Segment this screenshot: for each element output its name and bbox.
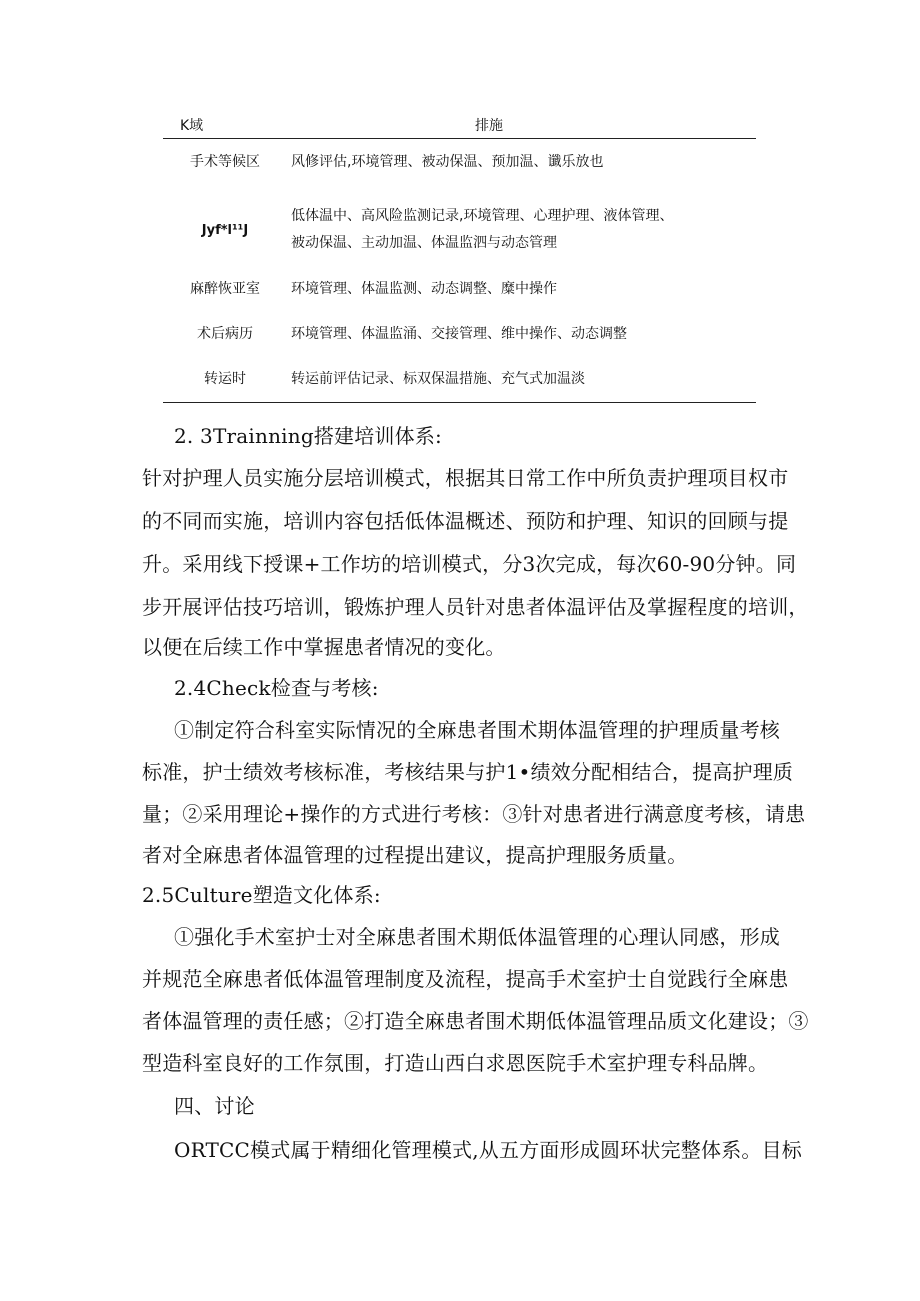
paragraph-line: 以便在后续工作中掌握患者情况的变化。 (142, 635, 506, 659)
paragraph-line: ①制定符合科室实际情况的全麻患者围术期体温管理的护理质量考核 (174, 718, 780, 742)
section-heading-discussion: 四、讨论 (174, 1094, 255, 1118)
paragraph-line: ORTCC模式属于精细化管理模式,从五方面形成圆环状完整体系。目标 (174, 1138, 803, 1162)
paragraph-line: 量；②采用理论+操作的方式进行考核：③针对患者进行满意度考核，请患 (142, 802, 806, 826)
table-header-area: K域 (180, 118, 204, 134)
paragraph-line: 针对护理人员实施分层培训模式，根据其日常工作中所负责护理项目权市 (142, 466, 789, 490)
table-row-measure: 环境管理、体温监测、动态调整、糜中操作 (291, 281, 557, 297)
table-row-area: Jyf*l¹¹J (201, 223, 249, 238)
table-row-measure: 被动保温、主动加温、体温监泗与动态管理 (291, 235, 557, 251)
table-row-measure: 环境管理、体温监涌、交接管理、维中操作、动态调整 (291, 326, 627, 342)
paragraph-line: 的不同而实施，培训内容包括低体温概述、预防和护理、知识的回顾与提 (142, 509, 789, 533)
table-row-area: 手术等候区 (190, 154, 260, 170)
paragraph-line: 型造科室良好的工作氛围，打造山西白求恩医院手术室护理专科品牌。 (142, 1051, 769, 1075)
paragraph-line: ①强化手术室护士对全麻患者围术期低体温管理的心理认同感，形成 (174, 925, 780, 949)
table-row-area: 麻醉恢亚室 (190, 281, 260, 297)
section-heading-culture: 2.5Culture塑造文化体系: (142, 883, 381, 907)
paragraph-line: 标准，护士绩效考核标准，考核结果与护1•绩效分配相结合，提高护理质 (142, 760, 794, 784)
table-row-measure: 低体温中、高风险监测记录,环境管理、心理护理、液体管理、 (291, 208, 674, 224)
table-header-rule (163, 138, 756, 139)
measures-table (163, 112, 756, 404)
paragraph-line: 步开展评估技巧培训，锻炼护理人员针对患者体温评估及掌握程度的培训， (142, 595, 809, 619)
table-bottom-rule (163, 402, 756, 403)
section-heading-check: 2.4Check检查与考核: (174, 676, 379, 700)
section-heading-training: 2. 3Trainning搭建培训体系: (174, 424, 442, 448)
paragraph-line: 并规范全麻患者低体温管理制度及流程，提高手术室护士自觉践行全麻患 (142, 967, 789, 991)
table-row-measure: 转运前评估记录、标双保温措施、充气式加温淡 (291, 371, 585, 387)
table-header-measure: 排施 (475, 118, 503, 134)
table-row-area: 术后病历 (197, 326, 253, 342)
table-row-measure: 风修评估,环境管理、被动保温、预加温、谶乐放也 (291, 154, 604, 170)
paragraph-line: 升。采用线下授课+工作坊的培训模式，分3次完成，每次60-90分钟。同 (142, 552, 797, 576)
paragraph-line: 者体温管理的责任感；②打造全麻患者围术期低体温管理品质文化建设；③ (142, 1009, 809, 1033)
table-row-area: 转运时 (204, 371, 246, 387)
paragraph-line: 者对全麻患者体温管理的过程提出建议，提高护理服务质量。 (142, 843, 688, 867)
